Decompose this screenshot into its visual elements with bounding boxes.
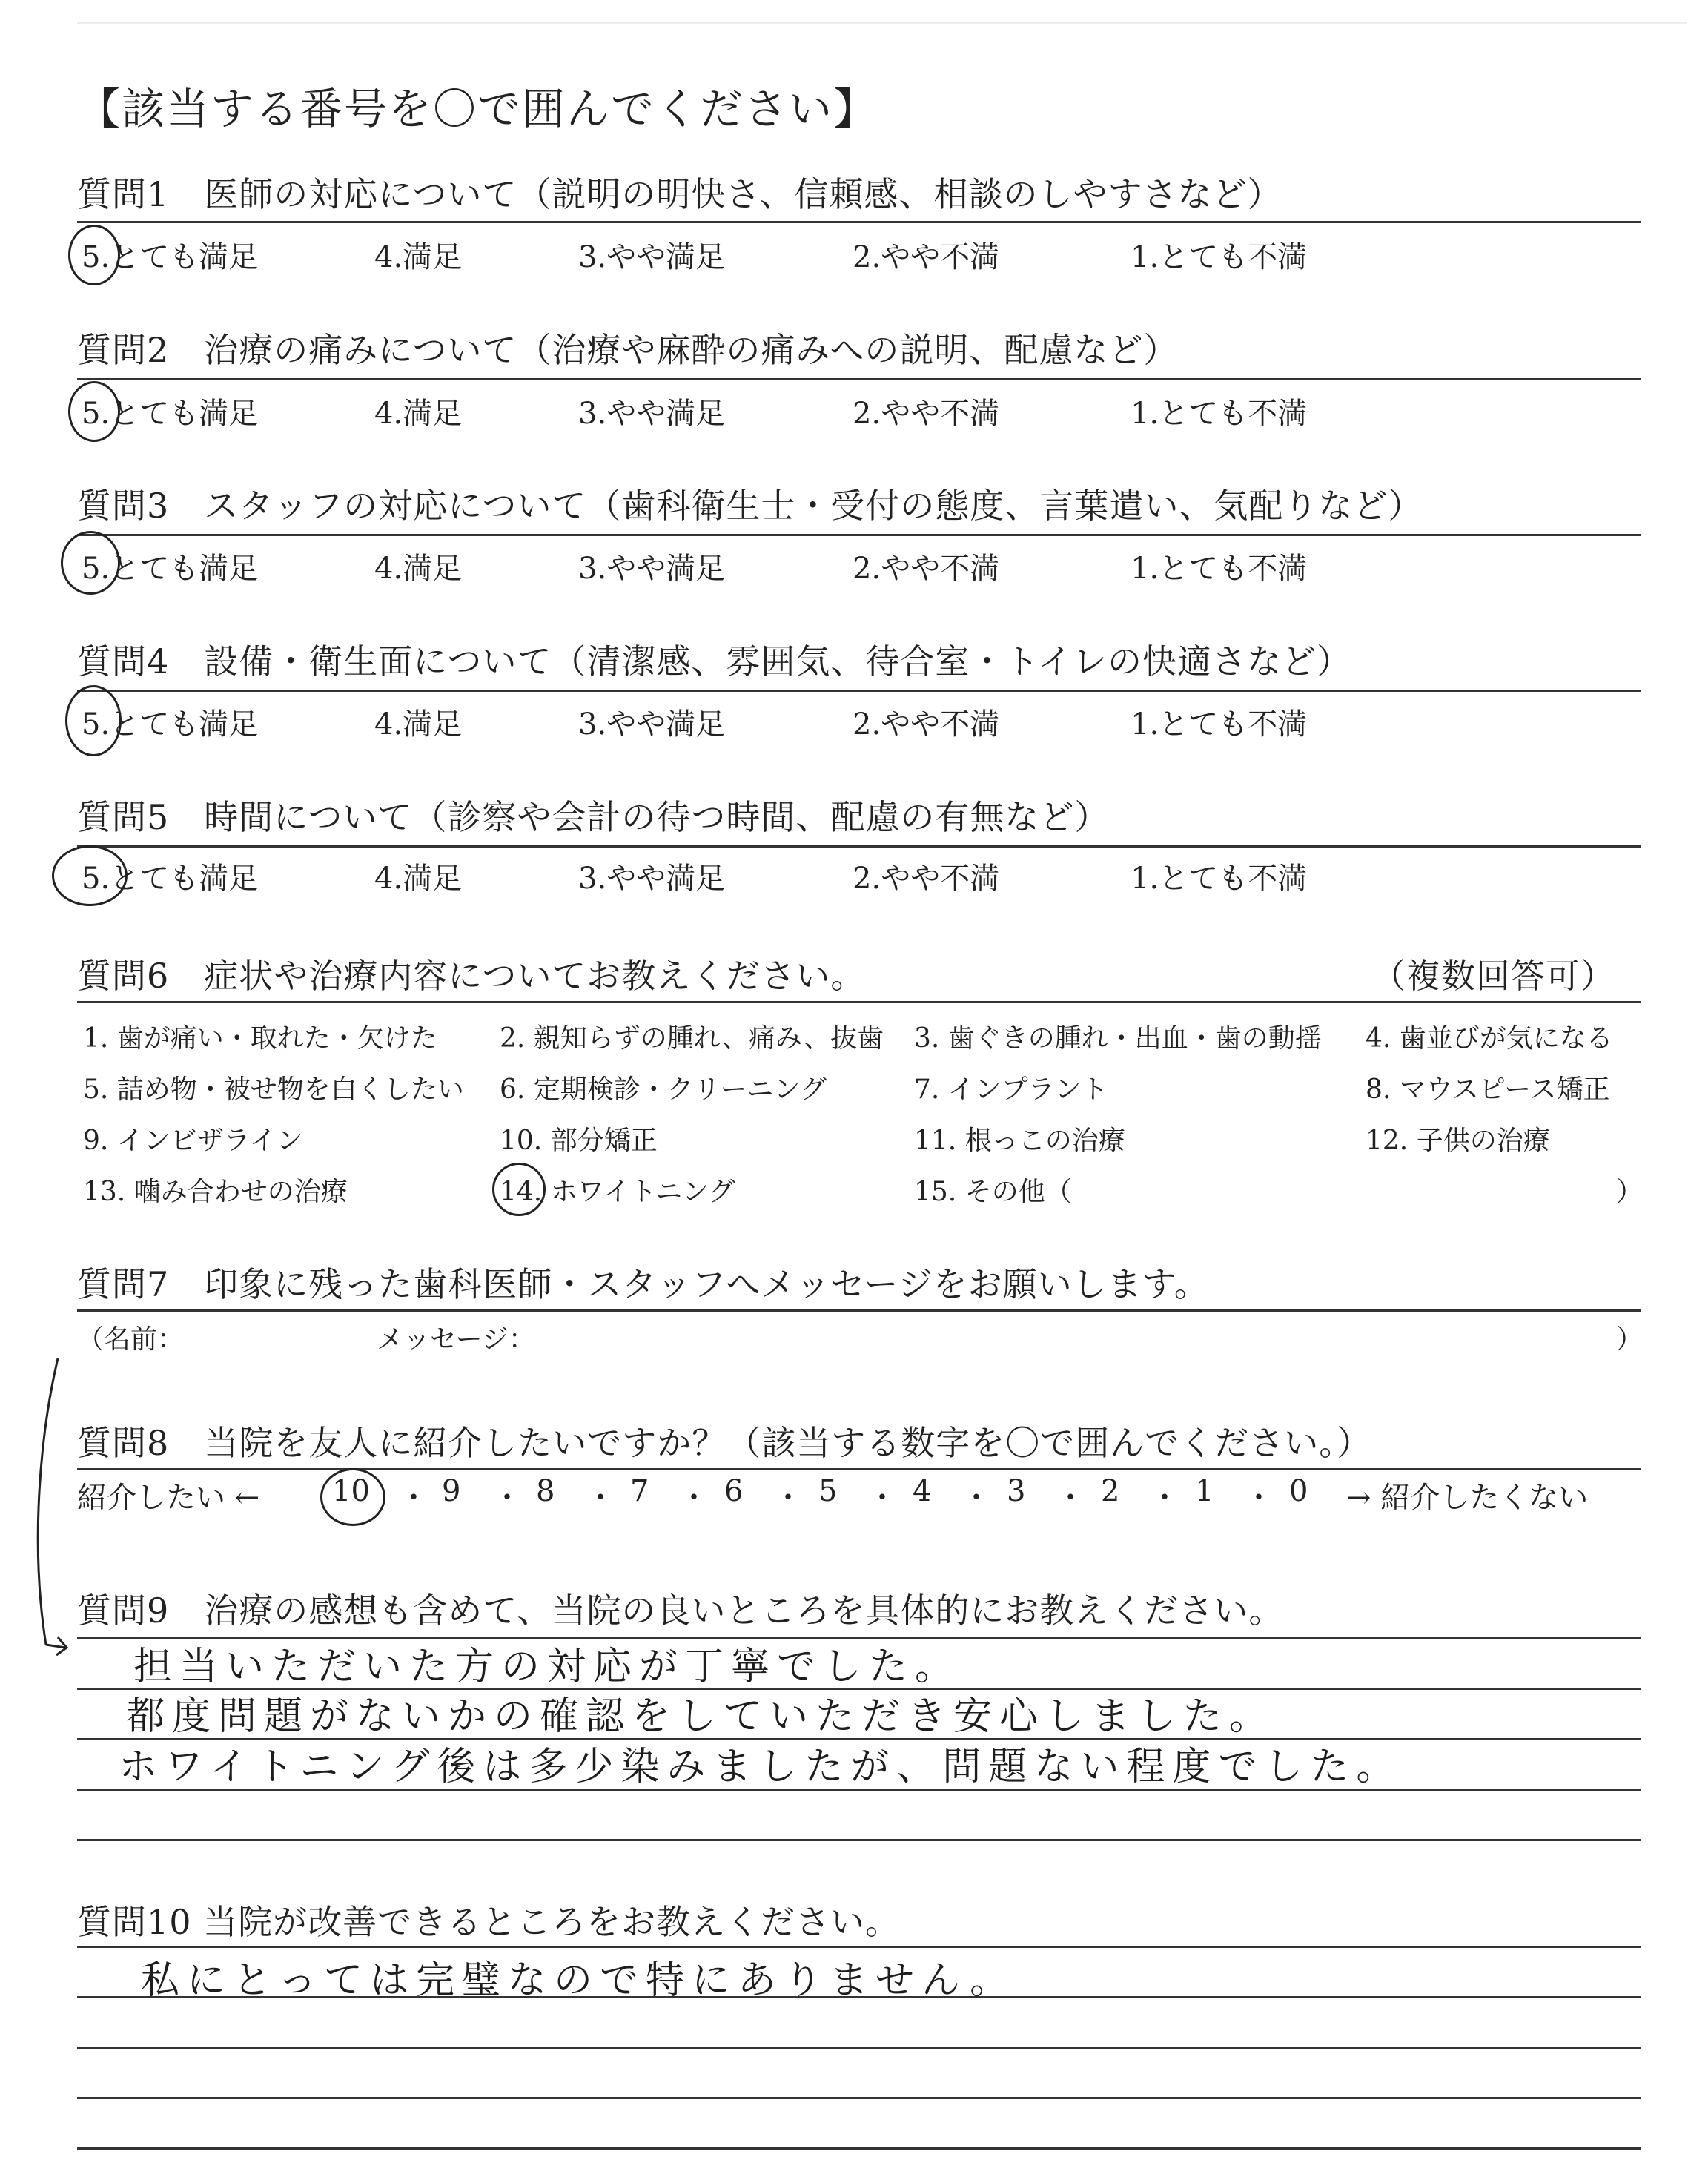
q5-option-1[interactable]: 1.とても不満 <box>1131 862 1308 896</box>
q3-option-4[interactable]: 4.満足 <box>374 552 463 586</box>
q5-option-5[interactable]: 5.とても満足 <box>82 862 259 896</box>
q6-option-14[interactable]: 14. ホワイトニング <box>500 1177 735 1207</box>
q6-option-11[interactable]: 11. 根っこの治療 <box>914 1126 1125 1156</box>
q9-answer-line-2: 都度問題がないかの確認をしていただき安心しました。 <box>126 1694 1276 1739</box>
q4-option-3[interactable]: 3.やや満足 <box>578 707 726 742</box>
q8-scale-7[interactable]: 7 <box>630 1474 649 1508</box>
q6-option-15[interactable]: 15. その他（ <box>914 1177 1072 1207</box>
q8-scale-3[interactable]: 3 <box>1007 1474 1026 1508</box>
q8-scale-4[interactable]: 4 <box>913 1474 932 1508</box>
q7-close-paren: ） <box>1616 1324 1644 1355</box>
q8-scale-8[interactable]: 8 <box>536 1474 555 1508</box>
q8-scale-6[interactable]: 6 <box>724 1474 744 1508</box>
q8-scale-5[interactable]: 5 <box>818 1474 838 1508</box>
q4-option-4[interactable]: 4.満足 <box>374 707 463 742</box>
q3-option-5[interactable]: 5.とても満足 <box>82 552 259 586</box>
q6-option-1[interactable]: 1. 歯が痛い・取れた・欠けた <box>83 1023 437 1054</box>
q5-option-4[interactable]: 4.満足 <box>374 862 463 896</box>
q1-option-3[interactable]: 3.やや満足 <box>578 240 726 274</box>
q2-option-2[interactable]: 2.やや不満 <box>853 397 1000 431</box>
q3-heading: 質問3 スタッフの対応について（歯科衛生士・受付の態度、言葉遣い、気配りなど） <box>77 486 1423 526</box>
q6-option-5[interactable]: 5. 詰め物・被せ物を白くしたい <box>83 1074 464 1105</box>
q7-name-label: （名前： <box>77 1324 185 1355</box>
q3-option-2[interactable]: 2.やや不満 <box>853 552 1000 586</box>
q4-option-1[interactable]: 1.とても不満 <box>1131 707 1308 742</box>
q5-option-2[interactable]: 2.やや不満 <box>853 862 1000 896</box>
q8-scale-1[interactable]: 1 <box>1195 1474 1214 1508</box>
q6-option-2[interactable]: 2. 親知らずの腫れ、痛み、抜歯 <box>500 1023 884 1054</box>
q8-scale-sep-6: ・ <box>867 1481 897 1515</box>
q8-scale-sep-7: ・ <box>961 1481 991 1515</box>
q10-heading: 質問10 当院が改善できるところをお教えください。 <box>77 1902 901 1942</box>
q4-option-5[interactable]: 5.とても満足 <box>82 707 259 742</box>
q6-option-8[interactable]: 8. マウスピース矯正 <box>1366 1074 1610 1105</box>
q8-scale-10[interactable]: 10 <box>332 1474 370 1508</box>
q8-scale-sep-9: ・ <box>1150 1481 1179 1515</box>
q1-option-4[interactable]: 4.満足 <box>374 240 463 274</box>
page-title: 【該当する番号を〇で囲んでください】 <box>77 84 878 134</box>
q8-scale-0[interactable]: 0 <box>1289 1474 1308 1508</box>
q6-option-4[interactable]: 4. 歯並びが気になる <box>1366 1023 1613 1054</box>
q1-heading: 質問1 医師の対応について（説明の明快さ、信頼感、相談のしやすさなど） <box>77 174 1282 214</box>
q6-heading: 質問6 症状や治療内容についてお教えください。 <box>77 956 866 996</box>
q8-scale-sep-8: ・ <box>1056 1481 1085 1515</box>
q9-answer-line-3: ホワイトニング後は多少染みましたが、問題ない程度でした。 <box>119 1745 1403 1789</box>
q6-option-13[interactable]: 13. 噛み合わせの治療 <box>83 1177 348 1207</box>
q8-right-label: → 紹介したくない <box>1346 1481 1589 1515</box>
q2-heading: 質問2 治療の痛みについて（治療や麻酔の痛みへの説明、配慮など） <box>77 330 1179 370</box>
q6-option-9[interactable]: 9. インビザライン <box>83 1126 303 1156</box>
q8-scale-sep-10: ・ <box>1244 1481 1274 1515</box>
q8-scale-sep-4: ・ <box>679 1481 709 1515</box>
q8-left-label: 紹介したい ← <box>77 1481 260 1515</box>
q2-option-1[interactable]: 1.とても不満 <box>1131 397 1308 431</box>
q1-option-1[interactable]: 1.とても不満 <box>1131 240 1308 274</box>
q1-option-5[interactable]: 5.とても満足 <box>82 240 259 274</box>
q1-option-2[interactable]: 2.やや不満 <box>853 240 1000 274</box>
q8-scale-sep-2: ・ <box>492 1481 522 1515</box>
q5-option-3[interactable]: 3.やや満足 <box>578 862 726 896</box>
q3-option-1[interactable]: 1.とても不満 <box>1131 552 1308 586</box>
q7-heading: 質問7 印象に残った歯科医師・スタッフへメッセージをお願いします。 <box>77 1264 1209 1304</box>
q8-scale-9[interactable]: 9 <box>442 1474 461 1508</box>
q5-heading: 質問5 時間について（診察や会計の待つ時間、配慮の有無など） <box>77 797 1110 837</box>
q9-answer-line-1: 担当いただいた方の対応が丁寧でした。 <box>133 1645 961 1689</box>
q8-scale-sep-1: ・ <box>399 1481 428 1515</box>
q8-heading: 質問8 当院を友人に紹介したいですか？（該当する数字を〇で囲んでください。） <box>77 1423 1372 1463</box>
q6-note: （複数回答可） <box>1371 956 1615 996</box>
q6-option-3[interactable]: 3. 歯ぐきの腫れ・出血・歯の動揺 <box>914 1023 1322 1054</box>
q2-option-3[interactable]: 3.やや満足 <box>578 397 726 431</box>
q4-option-2[interactable]: 2.やや不満 <box>853 707 1000 742</box>
q6-option-7[interactable]: 7. インプラント <box>914 1074 1108 1105</box>
q2-option-5[interactable]: 5.とても満足 <box>82 397 259 431</box>
q4-heading: 質問4 設備・衛生面について（清潔感、雰囲気、待合室・トイレの快適さなど） <box>77 641 1352 681</box>
q9-heading: 質問9 治療の感想も含めて、当院の良いところを具体的にお教えください。 <box>77 1591 1284 1631</box>
q2-option-4[interactable]: 4.満足 <box>374 397 463 431</box>
q6-option-15-close: ） <box>1616 1177 1644 1207</box>
q6-option-10[interactable]: 10. 部分矯正 <box>500 1126 658 1156</box>
q3-option-3[interactable]: 3.やや満足 <box>578 552 726 586</box>
q6-option-12[interactable]: 12. 子供の治療 <box>1366 1126 1550 1156</box>
q7-message-label: メッセージ： <box>377 1324 535 1355</box>
q8-scale-sep-5: ・ <box>773 1481 803 1515</box>
q10-answer-line-1: 私にとっては完璧なので特にありません。 <box>141 1958 1016 2003</box>
q8-scale-sep-3: ・ <box>586 1481 615 1515</box>
q8-scale-2[interactable]: 2 <box>1101 1474 1120 1508</box>
q6-option-6[interactable]: 6. 定期検診・クリーニング <box>500 1074 827 1105</box>
